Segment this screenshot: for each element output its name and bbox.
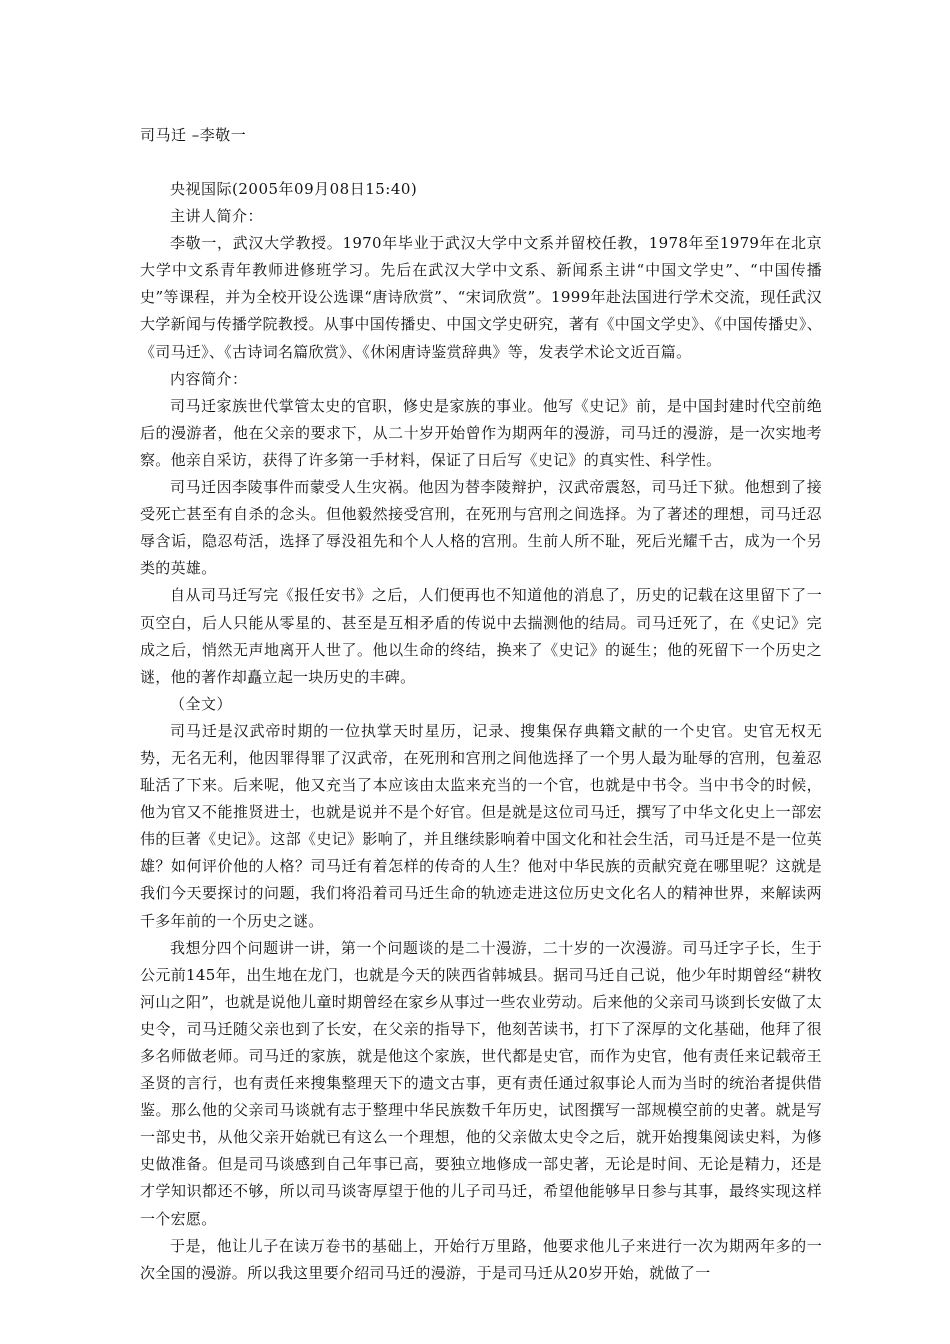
fulltext-paragraph: 司马迁是汉武帝时期的一位执掌天时星历，记录、搜集保存典籍文献的一个史官。史官无权无势，无名无利，他因罪得罪了汉武帝，在死刑和宫刑之间他选择了一个男人最为耻辱的宫刑，包羞忍耻活了下来。后来呢，他又充当了本应该由太监来充当的一个官，也就是中书令。当中书令的时候，他为官又不能推贤进士，也就是说并不是个好官。但是就是这位司马迁，撰写了中华文化史上一部宏伟的巨著《史记》。这部《史记》影响了，并且继续影响着中国文化和社会生活，司马迁是不是一位英雄？如何评价他的人格？司马迁有着怎样的传奇的人生？他对中华民族的贡献究竟在哪里呢？这就是我们今天要探讨的问题，我们将沿着司马迁生命的轨迹走进这位历史文化名人的精神世界，来解读两千多年前的一个历史之谜。 [140, 721, 822, 930]
content-intro-paragraph: 司马迁因李陵事件而蒙受人生灾祸。他因为替李陵辩护，汉武帝震怒，司马迁下狱。他想到了接受死亡甚至有自杀的念头。但他毅然接受宫刑，在死刑与宫刑之间选择。为了著述的理想，司马迁忍辱含诟，隐忍苟活，选择了辱没祖先和个人人格的宫刑。生前人所不耻，死后光耀千古，成为一个另类的英雄。 [140, 478, 822, 578]
document-body [140, 176, 822, 1287]
speaker-heading: 主讲人简介： [170, 207, 264, 226]
source-line: 央视国际(2005年09月08日15:40) [170, 180, 418, 198]
fulltext-heading: （全文） [170, 694, 233, 713]
document-title: 司马迁 –李敬一 [140, 126, 247, 144]
content-intro-paragraph: 自从司马迁写完《报任安书》之后，人们便再也不知道他的消息了，历史的记载在这里留下了一页空白，后人只能从零星的、甚至是互相矛盾的传说中去揣测他的结局。司马迁死了，在《史记》完成之后，悄然无声地离开人世了。他以生命的终结，换来了《史记》的诞生；他的死留下一个历史之谜，他的著作却矗立起一块历史的丰碑。 [140, 586, 822, 686]
fulltext-paragraph: 于是，他让儿子在读万卷书的基础上，开始行万里路，他要求他儿子来进行一次为期两年多的一次全国的漫游。所以我这里要介绍司马迁的漫游，于是司马迁从20岁开始，就做了一 [140, 1236, 822, 1282]
speaker-intro-paragraph: 李敬一，武汉大学教授。1970年毕业于武汉大学中文系并留校任教，1978年至1979年在北京大学中文系青年教师进修班学习。先后在武汉大学中文系、新闻系主讲“中国文学史”、“中国传播史”等课程，并为全校开设公选课“唐诗欣赏”、“宋词欣赏”。1999年赴法国进行学术交流，现任武汉大学新闻与传播学院教授。从事中国传播史、中国文学史研究，著有《中国文学史》、《中国传播史》、《司马迁》、《古诗词名篇欣赏》、《休闲唐诗鉴赏辞典》等，发表学术论文近百篇。 [140, 234, 822, 361]
fulltext-paragraph: 我想分四个问题讲一讲，第一个问题谈的是二十漫游，二十岁的一次漫游。司马迁字子长，生于公元前145年，出生地在龙门，也就是今天的陕西省韩城县。据司马迁自己说，他少年时期曾经“耕牧河山之阳”，也就是说他儿童时期曾经在家乡从事过一些农业劳动。后来他的父亲司马谈到长安做了太史令，司马迁随父亲也到了长安，在父亲的指导下，他刻苦读书，打下了深厚的文化基础，他拜了很多名师做老师。司马迁的家族，就是他这个家族，世代都是史官，而作为史官，他有责任来记载帝王圣贤的言行，也有责任来搜集整理天下的遗文古事，更有责任通过叙事论人而为当时的统治者提供借鉴。那么他的父亲司马谈就有志于整理中华民族数千年历史，试图撰写一部规模空前的史著。就是写一部史书，从他父亲开始就已有这么一个理想，他的父亲做太史令之后，就开始搜集阅读史料，为修史做准备。但是司马谈感到自己年事已高，要独立地修成一部史著，无论是时间、无论是精力，还是才学知识都还不够，所以司马谈寄厚望于他的儿子司马迁，希望他能够早日参与其事，最终实现这样一个宏愿。 [140, 938, 822, 1228]
content-intro-paragraph: 司马迁家族世代掌管太史的官职，修史是家族的事业。他写《史记》前，是中国封建时代空前绝后的漫游者，他在父亲的要求下，从二十岁开始曾作为期两年的漫游，司马迁的漫游，是一次实地考察。他亲自采访，获得了许多第一手材料，保证了日后写《史记》的真实性、科学性。 [140, 396, 822, 469]
content-heading: 内容简介： [170, 369, 248, 388]
